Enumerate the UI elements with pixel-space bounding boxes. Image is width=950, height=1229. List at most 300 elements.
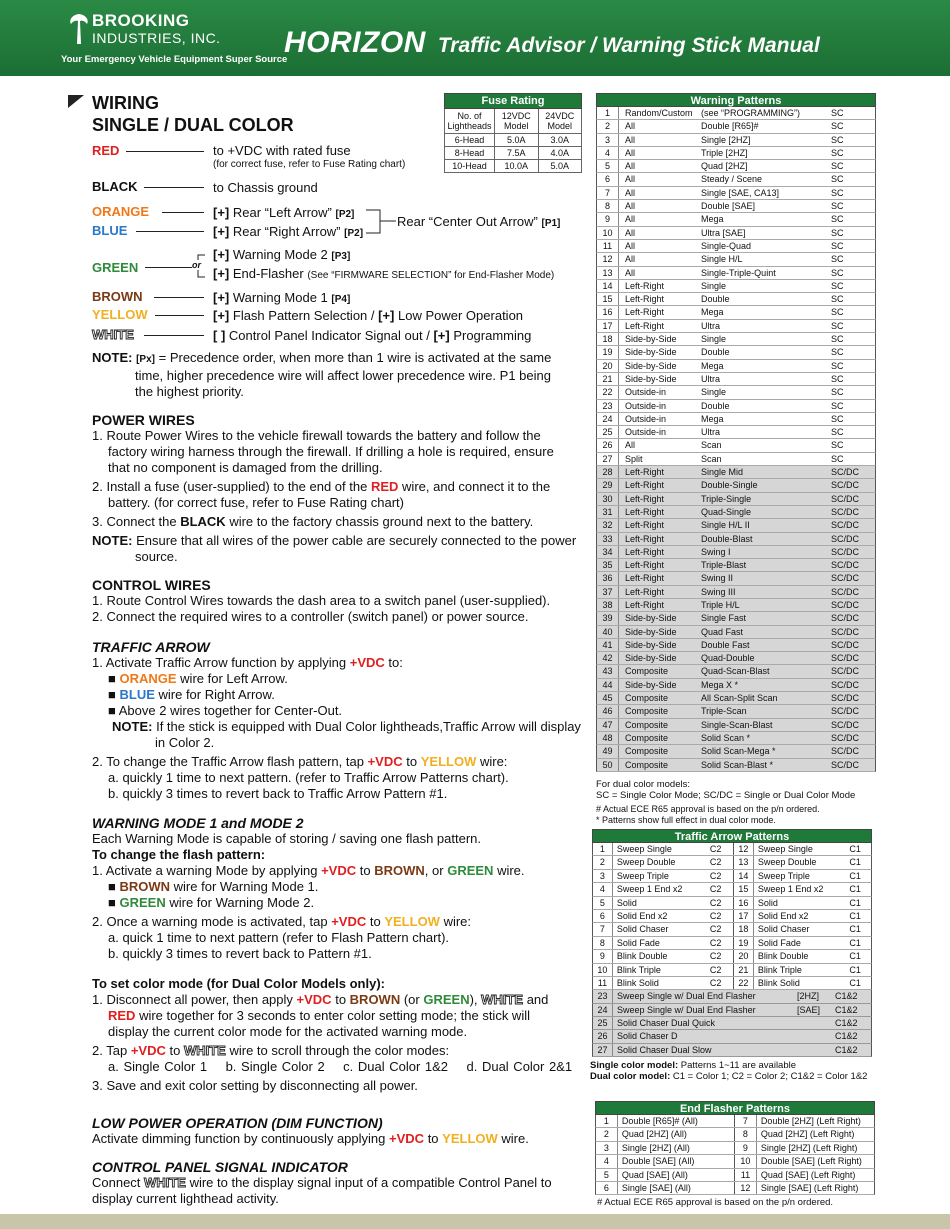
traffic-pattern-cell: Solid End x2 xyxy=(757,910,809,921)
warning-pattern-cell: Side-by-Side xyxy=(625,639,677,650)
wire-brown-label: BROWN xyxy=(92,289,143,304)
warning-pattern-cell: 22 xyxy=(597,386,619,398)
wire-green-desc2: [+] End-Flasher (See “FIRMWARE SELECTION” for End-Flasher Mode) xyxy=(213,266,555,281)
warning-pattern-cell: Triple-Scan xyxy=(701,706,747,717)
traffic-pattern-cell: Blink Solid xyxy=(757,977,800,988)
header-banner xyxy=(0,0,950,76)
traffic-pattern-cell: 24 xyxy=(593,1004,613,1016)
warning-pattern-row xyxy=(596,692,876,705)
warning-pattern-row xyxy=(596,426,876,439)
warning-pattern-cell: Double xyxy=(701,400,730,411)
traffic-pattern-cell: Sweep Triple xyxy=(757,870,810,881)
traffic-pattern-cell: 27 xyxy=(593,1044,613,1056)
traffic-pattern-cell: C1&2 xyxy=(835,1044,858,1055)
warning-pattern-cell: 7 xyxy=(597,187,619,199)
warning-pattern-row xyxy=(596,745,876,758)
warning-pattern-cell: Outside-in xyxy=(625,400,667,411)
warning-pattern-cell: Left-Right xyxy=(625,493,665,504)
traffic-pattern-cell: Solid xyxy=(757,897,778,908)
traffic-pattern-cell: C2 xyxy=(694,910,734,922)
traffic-pattern-cell: 1 xyxy=(593,843,613,855)
traffic-pattern-row xyxy=(592,1017,872,1030)
warning-pattern-cell: SC xyxy=(831,413,844,424)
warning-pattern-cell: 4 xyxy=(597,147,619,159)
warning-pattern-row xyxy=(596,665,876,678)
traffic-pattern-cell: Sweep Single w/ Dual End Flasher xyxy=(617,991,756,1002)
end-flasher-row xyxy=(595,1128,875,1141)
warning-pattern-cell: Ultra xyxy=(701,320,721,331)
traffic-pattern-cell: 11 xyxy=(593,977,613,989)
warning-pattern-cell: SC xyxy=(831,400,844,411)
warning-pattern-cell: 19 xyxy=(597,346,619,358)
warning-pattern-cell: Side-by-Side xyxy=(625,347,677,358)
warning-pattern-row xyxy=(596,373,876,386)
warning-pattern-cell: Left-Right xyxy=(625,520,665,531)
warning-pattern-cell: 10 xyxy=(597,227,619,239)
warning-pattern-cell: SC/DC xyxy=(831,679,860,690)
wire-red-note: (for correct fuse, refer to Fuse Rating chart) xyxy=(213,159,406,170)
traffic-pattern-cell xyxy=(793,1044,831,1056)
warning-pattern-cell: Side-by-Side xyxy=(625,334,677,345)
warning-pattern-cell: 1 xyxy=(597,107,619,119)
warning-pattern-cell: Composite xyxy=(625,719,669,730)
warning-pattern-cell: SC/DC xyxy=(831,560,860,571)
warning-pattern-cell: Triple H/L xyxy=(701,599,740,610)
warning-pattern-row xyxy=(596,519,876,532)
warning-pattern-cell: 18 xyxy=(597,333,619,345)
traffic-pattern-cell: C1 xyxy=(849,951,861,962)
wire-red xyxy=(92,143,119,159)
bullet-icon: ■ xyxy=(108,671,116,686)
warning-pattern-cell: 38 xyxy=(597,599,619,611)
end-flasher-cell: Double [SAE] (Left Right) xyxy=(760,1156,862,1167)
warning-pattern-row xyxy=(596,719,876,732)
warning-pattern-cell: 37 xyxy=(597,586,619,598)
traffic-pattern-cell: 14 xyxy=(734,870,754,882)
traffic-pattern-cell: Solid Chaser xyxy=(757,924,810,935)
warning-pattern-cell: Ultra xyxy=(701,427,721,438)
warning-pattern-cell: Solid Scan-Blast * xyxy=(701,759,774,770)
warning-pattern-row xyxy=(596,493,876,506)
warning-pattern-cell: SC xyxy=(831,294,844,305)
traffic-pattern-row xyxy=(592,977,872,990)
warning-pattern-cell: Composite xyxy=(625,706,669,717)
traffic-pattern-cell: Sweep Single xyxy=(616,844,672,854)
warning-pattern-row xyxy=(596,280,876,293)
warning-pattern-cell: SC xyxy=(831,427,844,438)
wire-red-desc: to +VDC with rated fuse xyxy=(213,143,351,158)
traffic-arrow-patterns-title: Traffic Arrow Patterns xyxy=(592,829,872,843)
warning-pattern-cell: Single Mid xyxy=(701,467,744,478)
warning-pattern-row xyxy=(596,173,876,186)
tree-logo-icon xyxy=(68,12,90,46)
traffic-pattern-cell: C1 xyxy=(849,910,861,921)
warning-pattern-cell: 41 xyxy=(597,639,619,651)
warning-pattern-cell: Ultra [SAE] xyxy=(701,227,746,238)
end-flasher-row xyxy=(595,1115,875,1128)
warning-pattern-row xyxy=(596,572,876,585)
end-flasher-cell: Double [SAE] (All) xyxy=(618,1155,735,1167)
power-wires-title: POWER WIRES xyxy=(92,412,195,428)
warning-pattern-row xyxy=(596,506,876,519)
traffic-pattern-cell: 3 xyxy=(593,870,613,882)
warning-pattern-cell: SC xyxy=(831,453,844,464)
traffic-pattern-cell: Sweep Single w/ Dual End Flasher xyxy=(617,1004,756,1015)
traffic-pattern-cell: Sweep 1 End x2 xyxy=(757,884,824,895)
warning-pattern-cell: SC xyxy=(831,134,844,145)
warning-pattern-cell: Single H/L II xyxy=(701,520,750,531)
traffic-pattern-cell: Solid End x2 xyxy=(616,910,668,921)
traffic-pattern-cell: 10 xyxy=(593,964,613,976)
traffic-pattern-cell: 19 xyxy=(734,937,754,949)
warning-pattern-cell: All xyxy=(625,147,636,158)
warning-pattern-cell: 46 xyxy=(597,705,619,717)
warning-pattern-cell: Mega xyxy=(701,307,724,318)
warning-pattern-cell: SC xyxy=(831,280,844,291)
wire-green-label: GREEN xyxy=(92,260,139,275)
warning-pattern-cell: All xyxy=(625,121,636,132)
traffic-arrow-section: TRAFFIC ARROW 1. Activate Traffic Arrow function by applying +VDC to: ■ ORANGE wire for Left Arrow. ■ BLUE wire for Right Arrow. ■ Above 2 wires together for Center-Out. NOTE: If the stick is equipped with Dual Color lightheads,Traffic Arrow will display in Color 2. 2. To change the Traffic Arrow flash pattern, tap +VDC to YELLOW wire: a. quickly 1 time to next pattern. (refer to Traffic Arrow Patterns chart). b. quickly 3 times to revert back to Traffic Arrow Pattern #1. xyxy=(92,639,587,802)
traffic-pattern-cell: Sweep Double xyxy=(616,857,676,868)
warning-pattern-cell: 12 xyxy=(597,253,619,265)
warning-patterns-table xyxy=(596,93,876,772)
warning-pattern-cell: 44 xyxy=(597,679,619,691)
warning-pattern-cell: Left-Right xyxy=(625,307,665,318)
warning-pattern-cell: 8 xyxy=(597,200,619,212)
traffic-pattern-row xyxy=(592,883,872,896)
traffic-pattern-cell: Blink Double xyxy=(616,951,668,962)
warning-pattern-cell: Triple-Single xyxy=(701,493,752,504)
warning-pattern-cell: Single [SAE, CA13] xyxy=(701,187,780,198)
traffic-pattern-cell: Sweep Single xyxy=(757,844,813,854)
warning-pattern-cell: Single xyxy=(701,280,727,291)
warning-pattern-cell: SC xyxy=(831,254,844,265)
traffic-pattern-cell: C2 xyxy=(694,977,734,989)
traffic-pattern-cell: 23 xyxy=(593,990,613,1002)
warning-pattern-cell: 49 xyxy=(597,745,619,757)
warning-pattern-cell: Side-by-Side xyxy=(625,613,677,624)
traffic-pattern-row xyxy=(592,923,872,936)
end-flasher-row xyxy=(595,1182,875,1195)
warning-pattern-cell: Left-Right xyxy=(625,599,665,610)
traffic-pattern-cell: C2 xyxy=(694,897,734,909)
warning-pattern-cell: Single [2HZ] xyxy=(701,134,751,145)
warning-pattern-cell: Quad [2HZ] xyxy=(701,161,748,172)
traffic-pattern-cell: C1 xyxy=(849,937,861,948)
traffic-pattern-cell: C1&2 xyxy=(835,1031,858,1042)
warning-pattern-row xyxy=(596,320,876,333)
low-power-title: LOW POWER OPERATION (DIM FUNCTION) xyxy=(92,1115,383,1131)
warning-pattern-row xyxy=(596,293,876,306)
traffic-pattern-cell: Blink Triple xyxy=(616,964,661,975)
wire-red-label: RED xyxy=(92,143,120,158)
warning-pattern-cell: SC xyxy=(831,240,844,251)
warning-pattern-row xyxy=(596,612,876,625)
traffic-pattern-row xyxy=(592,870,872,883)
end-flasher-cell: 12 xyxy=(735,1182,757,1194)
traffic-pattern-cell: C2 xyxy=(694,923,734,935)
warning-pattern-cell: Split xyxy=(625,453,643,464)
warning-pattern-cell: Single xyxy=(701,387,727,398)
warning-pattern-row xyxy=(596,160,876,173)
wire-blue-label: BLUE xyxy=(92,223,128,238)
warning-pattern-cell: 5 xyxy=(597,160,619,172)
warning-pattern-cell: Left-Right xyxy=(625,573,665,584)
traffic-pattern-row xyxy=(592,950,872,963)
traffic-pattern-row xyxy=(592,1044,872,1057)
warning-pattern-cell: 6 xyxy=(597,173,619,185)
warning-pattern-row xyxy=(596,187,876,200)
warning-pattern-cell: 25 xyxy=(597,426,619,438)
warning-pattern-cell: Quad-Double xyxy=(701,653,755,664)
warning-pattern-cell: SC/DC xyxy=(831,520,860,531)
warning-pattern-cell: Double-Blast xyxy=(701,533,753,544)
warning-pattern-row xyxy=(596,360,876,373)
traffic-pattern-cell: 20 xyxy=(734,950,754,962)
warning-pattern-cell: Left-Right xyxy=(625,320,665,331)
warning-pattern-cell: Single Fast xyxy=(701,613,747,624)
traffic-pattern-cell: C1 xyxy=(849,870,861,881)
warning-pattern-cell: SC/DC xyxy=(831,693,860,704)
traffic-pattern-cell: Solid Chaser Dual Quick xyxy=(617,1018,716,1029)
warning-pattern-cell: 11 xyxy=(597,240,619,252)
warning-pattern-cell: SC/DC xyxy=(831,613,860,624)
warning-pattern-cell: Single-Triple-Quint xyxy=(701,267,776,278)
wire-orange-desc: [+] Rear “Left Arrow” [P2] xyxy=(213,205,355,220)
warning-pattern-cell: Quad-Single xyxy=(701,506,752,517)
traffic-pattern-row xyxy=(592,1004,872,1017)
warning-pattern-cell: 35 xyxy=(597,559,619,571)
section-triangle-icon xyxy=(68,95,84,108)
traffic-pattern-cell: 7 xyxy=(593,923,613,935)
end-flasher-row xyxy=(595,1169,875,1182)
warning-pattern-cell: All xyxy=(625,201,636,212)
warning-pattern-row xyxy=(596,599,876,612)
traffic-pattern-cell: Sweep Double xyxy=(757,857,817,868)
company-name-line1: BROOKING xyxy=(92,11,190,30)
fuse-rating-title: Fuse Rating xyxy=(445,94,582,109)
warning-pattern-cell: 16 xyxy=(597,306,619,318)
traffic-pattern-cell: 12 xyxy=(734,843,754,855)
warning-pattern-row xyxy=(596,559,876,572)
warning-pattern-row xyxy=(596,386,876,399)
warning-pattern-cell: SC xyxy=(831,227,844,238)
wire-green-desc1: [+] Warning Mode 2 [P3] xyxy=(213,247,351,262)
warning-pattern-cell: SC/DC xyxy=(831,732,860,743)
or-label: or xyxy=(192,260,201,270)
warning-pattern-cell: 26 xyxy=(597,439,619,451)
traffic-pattern-cell: 26 xyxy=(593,1030,613,1042)
warning-pattern-row xyxy=(596,439,876,452)
warning-pattern-cell: Outside-in xyxy=(625,387,667,398)
warning-pattern-row xyxy=(596,213,876,226)
wiring-title-line2: SINGLE / DUAL COLOR xyxy=(92,115,294,135)
traffic-pattern-row xyxy=(592,856,872,869)
warning-pattern-cell: Single-Scan-Blast xyxy=(701,719,773,730)
warning-pattern-cell: 9 xyxy=(597,213,619,225)
company-logo xyxy=(61,10,288,70)
warning-pattern-cell: SC/DC xyxy=(831,533,860,544)
warning-pattern-row xyxy=(596,533,876,546)
warning-pattern-cell: SC xyxy=(831,121,844,132)
warning-pattern-cell: 50 xyxy=(597,759,619,771)
warning-pattern-row xyxy=(596,546,876,559)
warning-pattern-cell: Outside-in xyxy=(625,427,667,438)
manual-subtitle: Traffic Advisor / Warning Stick Manual xyxy=(437,34,820,57)
warning-pattern-cell: 36 xyxy=(597,572,619,584)
warning-pattern-cell: SC xyxy=(831,334,844,345)
end-flasher-cell: 8 xyxy=(735,1128,757,1140)
end-flasher-cell: Quad [2HZ] (Left Right) xyxy=(760,1129,855,1140)
traffic-pattern-row xyxy=(592,910,872,923)
fuse-rating-table: Fuse Rating No. of Lightheads 12VDC Model 24VDC Model 6-Head 5.0A 3.0A 8-Head 7.5A 4.0A 10-Head 10.0A 5.0A xyxy=(444,93,582,173)
bullet-icon: ■ xyxy=(108,895,116,910)
traffic-pattern-cell: C1 xyxy=(849,897,861,908)
warning-pattern-cell: Swing I xyxy=(701,546,731,557)
warning-pattern-row xyxy=(596,333,876,346)
end-flasher-cell: 11 xyxy=(735,1169,757,1181)
warning-pattern-cell: Double Fast xyxy=(701,639,750,650)
warning-pattern-cell: 24 xyxy=(597,413,619,425)
traffic-pattern-cell: Blink Triple xyxy=(757,964,802,975)
traffic-pattern-cell: Solid Chaser xyxy=(616,924,669,935)
warning-pattern-cell: Side-by-Side xyxy=(625,373,677,384)
warning-pattern-row xyxy=(596,267,876,280)
traffic-pattern-cell: Sweep 1 End x2 xyxy=(616,884,683,895)
end-flasher-cell: 1 xyxy=(596,1115,618,1127)
warning-pattern-row xyxy=(596,134,876,147)
end-flasher-cell: Single [2HZ] (Left Right) xyxy=(760,1142,858,1153)
wire-black-desc: to Chassis ground xyxy=(213,180,318,195)
traffic-pattern-cell: 2 xyxy=(593,856,613,868)
warning-pattern-cell: Outside-in xyxy=(625,413,667,424)
warning-pattern-cell: All xyxy=(625,254,636,265)
warning-pattern-cell: 33 xyxy=(597,533,619,545)
warning-pattern-cell: SC/DC xyxy=(831,573,860,584)
warning-pattern-cell: SC/DC xyxy=(831,480,860,491)
traffic-pattern-cell: 15 xyxy=(734,883,754,895)
warning-pattern-row xyxy=(596,679,876,692)
warning-pattern-cell: Composite xyxy=(625,693,669,704)
warning-pattern-cell: 31 xyxy=(597,506,619,518)
warning-pattern-cell: 13 xyxy=(597,267,619,279)
end-flasher-patterns-table xyxy=(595,1101,875,1195)
traffic-pattern-cell: Solid Chaser D xyxy=(617,1031,678,1042)
traffic-pattern-cell: 5 xyxy=(593,897,613,909)
warning-pattern-cell: Left-Right xyxy=(625,280,665,291)
warning-pattern-cell: 42 xyxy=(597,652,619,664)
warning-pattern-cell: SC xyxy=(831,161,844,172)
warning-pattern-cell: Left-Right xyxy=(625,560,665,571)
traffic-pattern-cell: 8 xyxy=(593,937,613,949)
traffic-pattern-cell: 9 xyxy=(593,950,613,962)
traffic-pattern-cell: C2 xyxy=(694,964,734,976)
end-flasher-note: # Actual ECE R65 approval is based on the p/n ordered. xyxy=(597,1197,834,1208)
warning-pattern-cell: SC xyxy=(831,360,844,371)
end-flasher-cell: 5 xyxy=(596,1169,618,1181)
end-flasher-row xyxy=(595,1155,875,1168)
traffic-pattern-cell: Sweep Triple xyxy=(616,870,669,881)
warning-pattern-cell: SC/DC xyxy=(831,706,860,717)
warning-pattern-cell: Double-Single xyxy=(701,480,758,491)
traffic-pattern-cell: Solid Fade xyxy=(757,937,801,948)
warning-pattern-row xyxy=(596,705,876,718)
warning-pattern-cell: Left-Right xyxy=(625,533,665,544)
warning-pattern-cell: Composite xyxy=(625,732,669,743)
warning-pattern-cell: Random/Custom xyxy=(625,108,693,118)
warning-pattern-cell: 28 xyxy=(597,466,619,478)
warning-pattern-cell: Quad Fast xyxy=(701,626,744,637)
warning-pattern-cell: 32 xyxy=(597,519,619,531)
warning-pattern-cell: SC/DC xyxy=(831,493,860,504)
color-mode-title: To set color mode (for Dual Color Models only): xyxy=(92,976,385,991)
traffic-pattern-cell: C1 xyxy=(849,884,861,895)
warning-pattern-cell: Scan xyxy=(701,453,722,464)
warning-pattern-cell: 15 xyxy=(597,293,619,305)
end-flasher-cell: 2 xyxy=(596,1128,618,1140)
warning-pattern-cell: SC xyxy=(831,267,844,278)
traffic-pattern-cell: C1 xyxy=(849,964,861,975)
traffic-pattern-cell: C2 xyxy=(694,843,734,855)
warning-pattern-cell: SC/DC xyxy=(831,666,860,677)
traffic-pattern-cell: 6 xyxy=(593,910,613,922)
warning-pattern-cell: 14 xyxy=(597,280,619,292)
warning-pattern-cell: Solid Scan-Mega * xyxy=(701,746,776,757)
end-flasher-title: End Flasher Patterns xyxy=(595,1101,875,1115)
warning-pattern-cell: Left-Right xyxy=(625,586,665,597)
traffic-pattern-cell: Blink Double xyxy=(757,951,809,962)
traffic-pattern-cell: C1 xyxy=(849,857,861,868)
warning-pattern-cell: All xyxy=(625,161,636,172)
warning-pattern-cell: 27 xyxy=(597,453,619,465)
warning-pattern-row xyxy=(596,466,876,479)
warning-pattern-row xyxy=(596,479,876,492)
warning-pattern-cell: Mega xyxy=(701,214,724,225)
traffic-arrow-notes: Single color model: Patterns 1~11 are available Dual color model: C1 = Color 1; C2 = Color 2; C1&2 = Color 1&2 xyxy=(590,1060,868,1082)
bullet-icon: ■ xyxy=(108,879,116,894)
control-panel-section: CONTROL PANEL SIGNAL INDICATOR Connect WHITE wire to the display signal input of a compatible Control Panel to display current lighthead activity. xyxy=(92,1159,587,1207)
warning-pattern-cell: Mega xyxy=(701,360,724,371)
warning-pattern-cell: 43 xyxy=(597,665,619,677)
traffic-pattern-cell: 17 xyxy=(734,910,754,922)
end-flasher-cell: Double [R65]# (All) xyxy=(618,1115,735,1127)
wire-white-label: WHITE xyxy=(92,327,134,342)
manual-title xyxy=(284,26,820,60)
traffic-pattern-cell: C2 xyxy=(694,937,734,949)
traffic-pattern-cell: [2HZ] xyxy=(797,991,820,1002)
warning-pattern-cell: 2 xyxy=(597,120,619,132)
end-flasher-cell: 4 xyxy=(596,1155,618,1167)
traffic-pattern-cell xyxy=(793,1030,831,1042)
wire-orange-label: ORANGE xyxy=(92,204,150,219)
warning-pattern-cell: SC xyxy=(831,347,844,358)
warning-pattern-row xyxy=(596,306,876,319)
warning-pattern-row xyxy=(596,120,876,133)
end-flasher-cell: 7 xyxy=(735,1115,757,1127)
warning-pattern-cell: SC xyxy=(831,214,844,225)
traffic-pattern-cell: C1&2 xyxy=(835,1004,858,1015)
warning-pattern-cell: 48 xyxy=(597,732,619,744)
traffic-pattern-cell: C1&2 xyxy=(835,991,858,1002)
warning-patterns-notes: For dual color models: SC = Single Color Mode; SC/DC = Single or Dual Color Mode # Actual ECE R65 approval is based on the p/n ordered. * Patterns show full effect in dual color mode. xyxy=(596,779,856,825)
warning-pattern-cell: Double xyxy=(701,294,730,305)
end-flasher-cell: Single [SAE] (Left Right) xyxy=(760,1182,859,1193)
warning-pattern-cell: All xyxy=(625,174,636,185)
control-wires-section: CONTROL WIRES 1. Route Control Wires towards the dash area to a switch panel (user-supplied). 2. Connect the required wires to a controller (switch panel) or power source. xyxy=(92,577,587,625)
warning-pattern-cell: SC/DC xyxy=(831,506,860,517)
warning-pattern-cell: All xyxy=(625,227,636,238)
warning-pattern-cell: SC xyxy=(831,174,844,185)
